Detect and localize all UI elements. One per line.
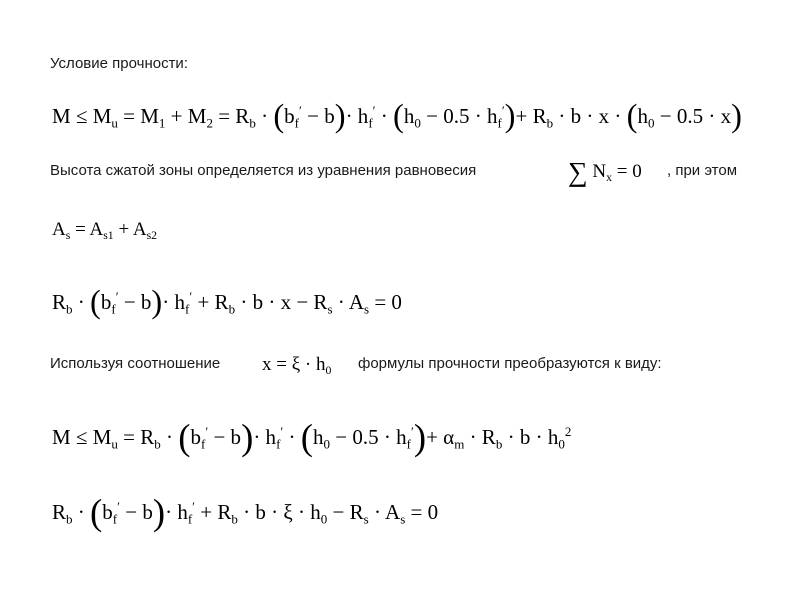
compressed-zone-text: Высота сжатой зоны определяется из уравнения равновесия <box>50 162 477 179</box>
equation-strength-transformed: $M \le M_u = R_b \cdot (b_f' - b)\cdot h_f' \cdot (h_0 - 0.5 \cdot h_f')+ \alpha_m \cdot R_b \cdot b \cdot h_0^2$ <box>52 416 572 458</box>
formulas-transform-text: формулы прочности преобразуются к виду: <box>358 355 662 372</box>
pri-etom-text: , при этом <box>667 162 738 179</box>
equation-as-sum: $A_s = A_{s1} + A_{s2}$ <box>52 219 158 243</box>
equation-x-xi-h0: $x = \xi \cdot h_0$ <box>262 354 332 378</box>
using-relation-text: Используя соотношение <box>50 355 221 372</box>
condition-label: Условие прочности: <box>50 55 188 72</box>
equation-strength-condition: $M \le M_u = M_1 + M_2 = R_b \cdot (b_f' - b)\cdot h_f' \cdot (h_0 - 0.5 \cdot h_f')+ R_b \cdot b \cdot x \cdot (h_0 - 0.5 \cdot x)$ <box>52 98 742 135</box>
equation-equilibrium: $R_b \cdot (b_f' - b)\cdot h_f' + R_b \cdot b \cdot x - R_s \cdot A_s = 0$ <box>52 284 402 321</box>
equation-equilibrium-transformed: $R_b \cdot (b_f' - b)\cdot h_f' + R_b \cdot b \cdot \xi \cdot h_0 - R_s \cdot A_s = 0$ <box>52 491 439 533</box>
equation-sum-nx: ∑ $N_x = 0$ <box>568 156 642 187</box>
